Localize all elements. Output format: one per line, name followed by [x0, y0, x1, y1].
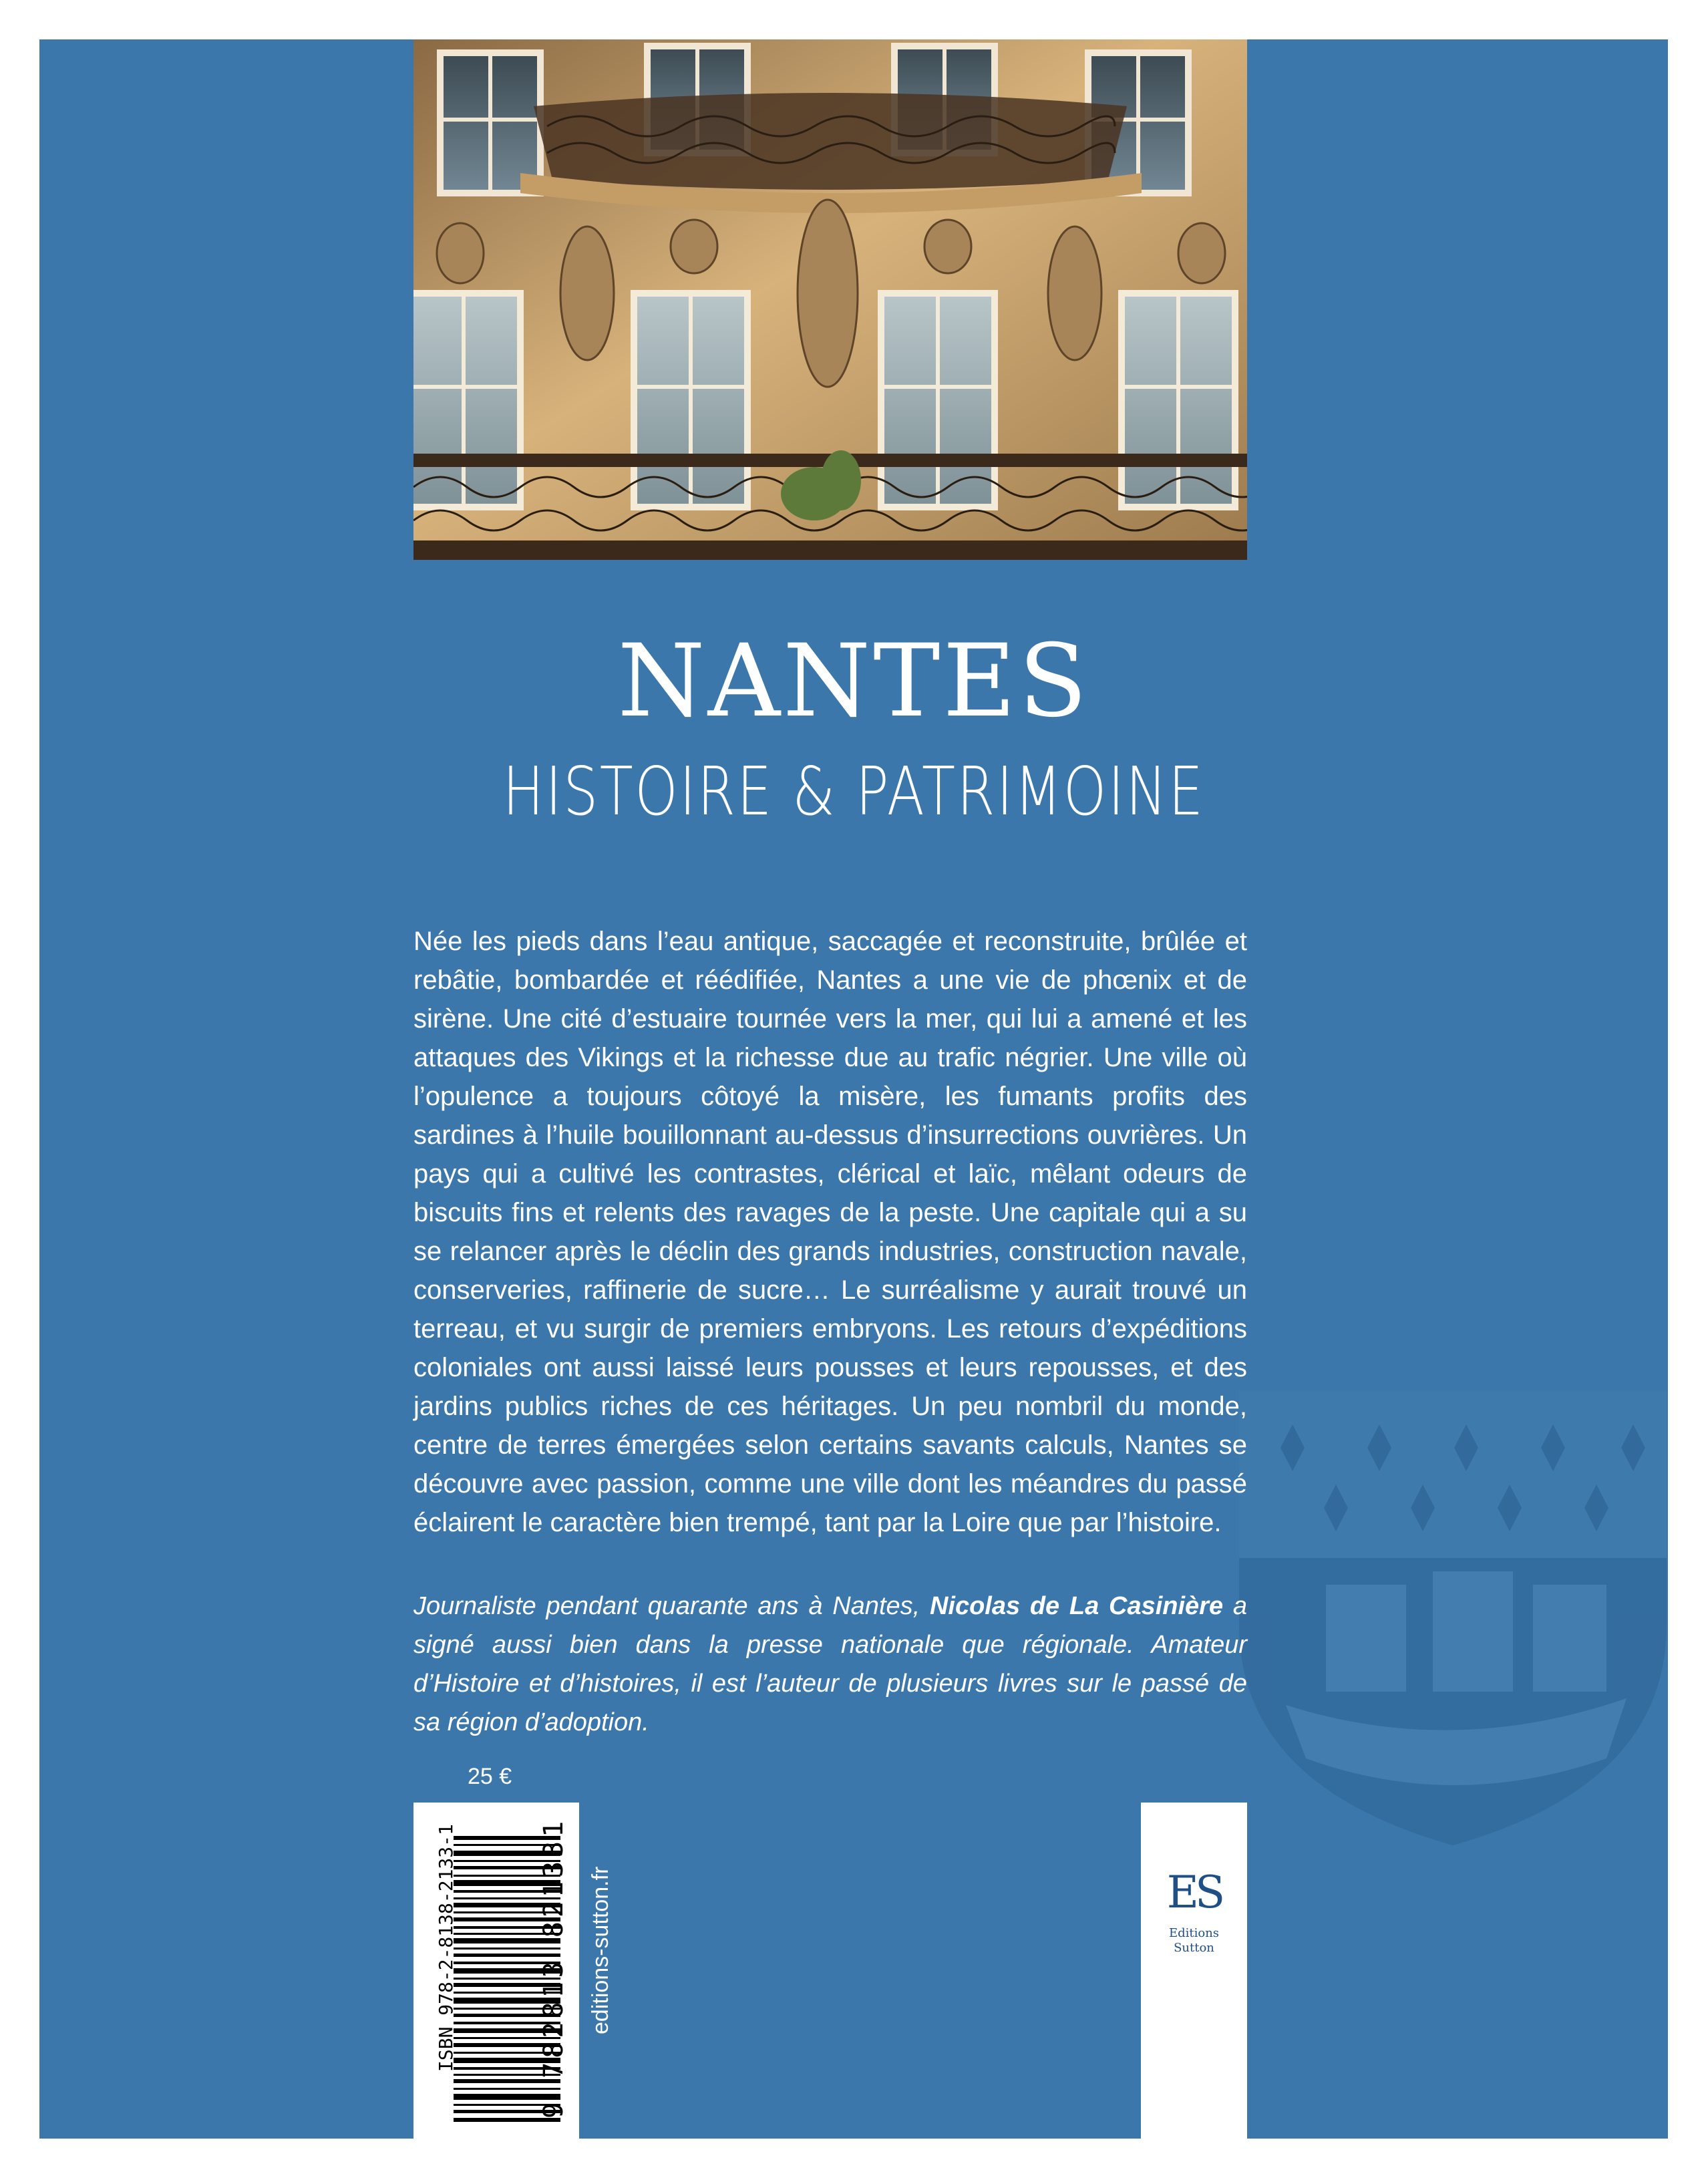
barcode-digits: 9 782813 821331: [538, 1817, 569, 2119]
book-subtitle: HISTOIRE & PATRIMOINE: [502, 752, 1205, 830]
author-bio-intro: Journaliste pendant quarante ans à Nantes,: [413, 1592, 930, 1620]
book-title: NANTES: [617, 623, 1090, 740]
author-bio: [413, 1587, 1247, 1742]
building-facade-icon: [413, 39, 1247, 560]
author-name: Nicolas de La Casinière: [929, 1592, 1224, 1620]
publisher-logo-line1: Editions: [1168, 1926, 1220, 1940]
book-blurb: Née les pieds dans l’eau antique, saccagée et reconstruite, brûlée et rebâtie, bombardée et réédifiée, Nantes a une vie de phœnix et de sirène. Une cité d’estuaire tournée vers la mer, qui lui a amené et les attaques des Vikings et la richesse due au trafic négrier. Une ville où l’opulence a toujours côtoyé la misère, les fumants profits des sardines à l’huile bouillonnant au-dessus d’insurrections ouvrières. Un pays qui a cultivé les contrastes, clérical et laïc, mêlant odeurs de biscuits fins et relents des ravages de la peste. Une capitale qui a su se relancer après le déclin des grands industries, construction navale, conserveries, raffinerie de sucre… Le surréalisme y aurait trouvé un terreau, et vu surgir de premiers embryons. Les retours d’expéditions coloniales ont aussi laissé leurs pousses et leurs repousses, et des jardins publics riches de ces héritages. Un peu nombril du monde, centre de terres émergées selon certains savants calculs, Nantes se découvre avec passion, comme une ville dont les méandres du passé éclairent le caractère bien trempé, tant par la Loire que par l’histoire.: [413, 927, 1247, 1537]
publisher-logo-line2: Sutton: [1174, 1941, 1214, 1955]
price: 25 €: [468, 1764, 512, 1789]
facade-photo: [413, 39, 1247, 560]
publisher-website: editions-sutton.fr: [588, 1866, 613, 2034]
coat-of-arms-icon: [1232, 1384, 1673, 1852]
publisher-logo-mark: ES: [1166, 1867, 1222, 1918]
isbn-text: ISBN 978-2-8138-2133-1: [435, 1824, 457, 2072]
publisher-logo: [1141, 1803, 1247, 2178]
author-bio-rest: a signé aussi bien dans la presse nationale que régionale. Amateur d’Histoire et d’histoires, il est l’auteur de plusieurs livres sur le passé de sa région d’adoption.: [413, 1592, 1247, 1736]
